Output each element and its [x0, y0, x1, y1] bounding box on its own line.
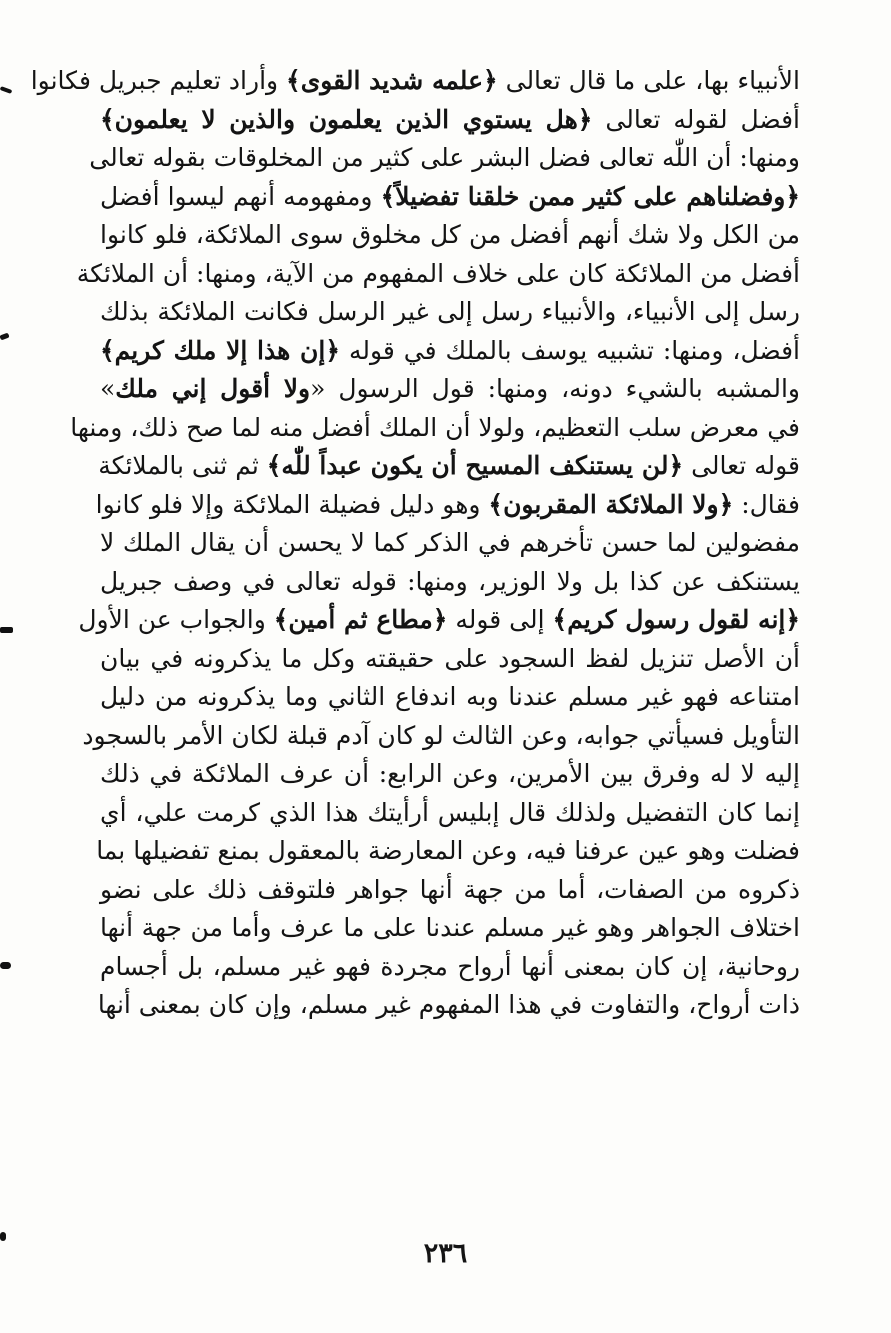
- line-text: وأراد تعليم جبريل فكانوا: [30, 66, 287, 95]
- line-text: ذات أرواح، والتفاوت في هذا المفهوم غير مسلم، وإن كان بمعنى أنها: [97, 990, 800, 1019]
- text-line: [100, 370, 800, 409]
- line-text: إلى قوله: [447, 605, 553, 634]
- line-text: في معرض سلب التعظيم، ولولا أن الملك أفضل منه لما صح ذلك، ومنها: [70, 412, 800, 442]
- text-line: [100, 216, 800, 255]
- text-line: [76, 255, 800, 294]
- line-text: من الكل ولا شك أنهم أفضل من كل مخلوق سوى الملائكة، فلو كانوا: [100, 220, 800, 249]
- line-text: والمشبه بالشيء دونه، ومنها: قول الرسول «: [310, 374, 800, 403]
- text-line: [100, 794, 800, 833]
- line-text: ثم ثنى بالملائكة: [98, 451, 267, 480]
- line-text: يستنكف عن كذا بل ولا الوزير، ومنها: قوله تعالى في وصف جبريل: [100, 566, 800, 596]
- text-line: [100, 178, 800, 217]
- line-text: فقال:: [733, 489, 800, 519]
- line-text: رسل إلى الأنبياء، والأنبياء رسل إلى غير الرسل فكانت الملائكة بذلك: [100, 297, 800, 326]
- text-line: [30, 62, 800, 101]
- quran-quote: ﴿لن يستنكف المسيح أن يكون عبداً للّٰه﴾: [266, 451, 684, 480]
- line-text: ومفهومه أنهم ليسوا أفضل: [100, 181, 381, 211]
- line-text: أفضل لقوله تعالى: [592, 104, 800, 134]
- scan-mark: [0, 333, 10, 341]
- quran-quote: ﴿مطاع ثم أمين﴾: [273, 605, 448, 634]
- text-line: [100, 332, 800, 371]
- scan-mark: [0, 86, 12, 94]
- quran-quote: ﴿علمه شديد القوى﴾: [286, 66, 498, 95]
- quran-quote: ﴿وفضلناهم على كثير ممن خلقنا تفضيلاً﴾: [380, 181, 801, 211]
- scan-mark: [0, 1232, 6, 1241]
- text-line: [100, 640, 800, 679]
- quran-quote: ﴿إن هذا إلا ملك كريم﴾: [100, 335, 340, 365]
- text-line: [100, 101, 800, 140]
- hadith-quote: ولا أقول إني ملك: [115, 374, 311, 403]
- line-text: »: [100, 374, 116, 403]
- text-line: [89, 139, 800, 178]
- line-text: الأنبياء بها، على ما قال تعالى: [497, 66, 800, 95]
- line-text: أن الأصل تنزيل لفظ السجود على حقيقته وكل ما يذكرونه في بيان: [100, 643, 800, 673]
- line-text: ذكروه من الصفات، أما من جهة أنها جواهر فلتوقف ذلك على نضو: [100, 874, 800, 904]
- line-text: إليه لا له وفرق بين الأمرين، وعن الرابع: أن عرف الملائكة في ذلك: [100, 759, 800, 788]
- quran-quote: ﴿إنه لقول رسول كريم﴾: [552, 605, 800, 634]
- line-text: إنما كان التفضيل ولذلك قال إبليس أرأيتك هذا الذي كرمت علي، أي: [100, 797, 800, 827]
- text-line: [100, 871, 800, 910]
- quran-quote: ﴿ولا الملائكة المقربون﴾: [488, 489, 734, 519]
- quran-quote: ﴿هل يستوي الذين يعلمون والذين لا يعلمون﴾: [100, 104, 593, 134]
- text-line: [82, 717, 800, 756]
- scan-mark: [0, 962, 11, 969]
- text-line: [100, 524, 800, 563]
- line-text: فضلت وهو عين عرفنا فيه، وعن المعارضة بالمعقول بمنع تفضيلها بما: [96, 836, 800, 865]
- line-text: وهو دليل فضيلة الملائكة وإلا فلو كانوا: [95, 489, 489, 519]
- line-text: اختلاف الجواهر وهو غير مسلم عندنا على ما عرف وأما من جهة أنها: [100, 913, 800, 942]
- text-line: [95, 486, 800, 525]
- page-number: ٢٣٦: [423, 1238, 468, 1269]
- line-text: مفضولين لما حسن تأخرهم في الذكر كما لا يحسن أن يقال الملك لا: [100, 528, 800, 557]
- text-line: [96, 832, 800, 871]
- text-line: [70, 409, 800, 448]
- text-line: [100, 909, 800, 948]
- line-text: روحانية، إن كان بمعنى أنها أرواح مجردة فهو غير مسلم، بل أجسام: [100, 951, 800, 981]
- line-text: أفضل من الملائكة كان على خلاف المفهوم من الآية، ومنها: أن الملائكة: [76, 258, 800, 288]
- text-line: [100, 447, 800, 486]
- text-line: [100, 293, 800, 332]
- line-text: قوله تعالى: [683, 451, 800, 480]
- line-text: التأويل فسيأتي جوابه، وعن الثالث لو كان آدم قبلة لكان الأمر بالسجود: [82, 720, 800, 750]
- page-body: [30, 62, 801, 1025]
- line-text: ومنها: أن اللّٰه تعالى فضل البشر على كثير من المخلوقات بقوله تعالى: [89, 143, 800, 172]
- line-text: أفضل، ومنها: تشبيه يوسف بالملك في قوله: [339, 335, 800, 365]
- line-text: امتناعه فهو غير مسلم عندنا وبه اندفاع الثاني وما يذكرونه من دليل: [100, 682, 800, 711]
- text-line: [100, 678, 800, 717]
- text-line: [100, 563, 800, 602]
- text-line: [78, 601, 800, 640]
- text-line: [100, 755, 800, 794]
- text-line: [100, 948, 800, 987]
- line-text: والجواب عن الأول: [78, 605, 274, 634]
- text-line: [97, 986, 800, 1025]
- scan-mark: [0, 627, 13, 633]
